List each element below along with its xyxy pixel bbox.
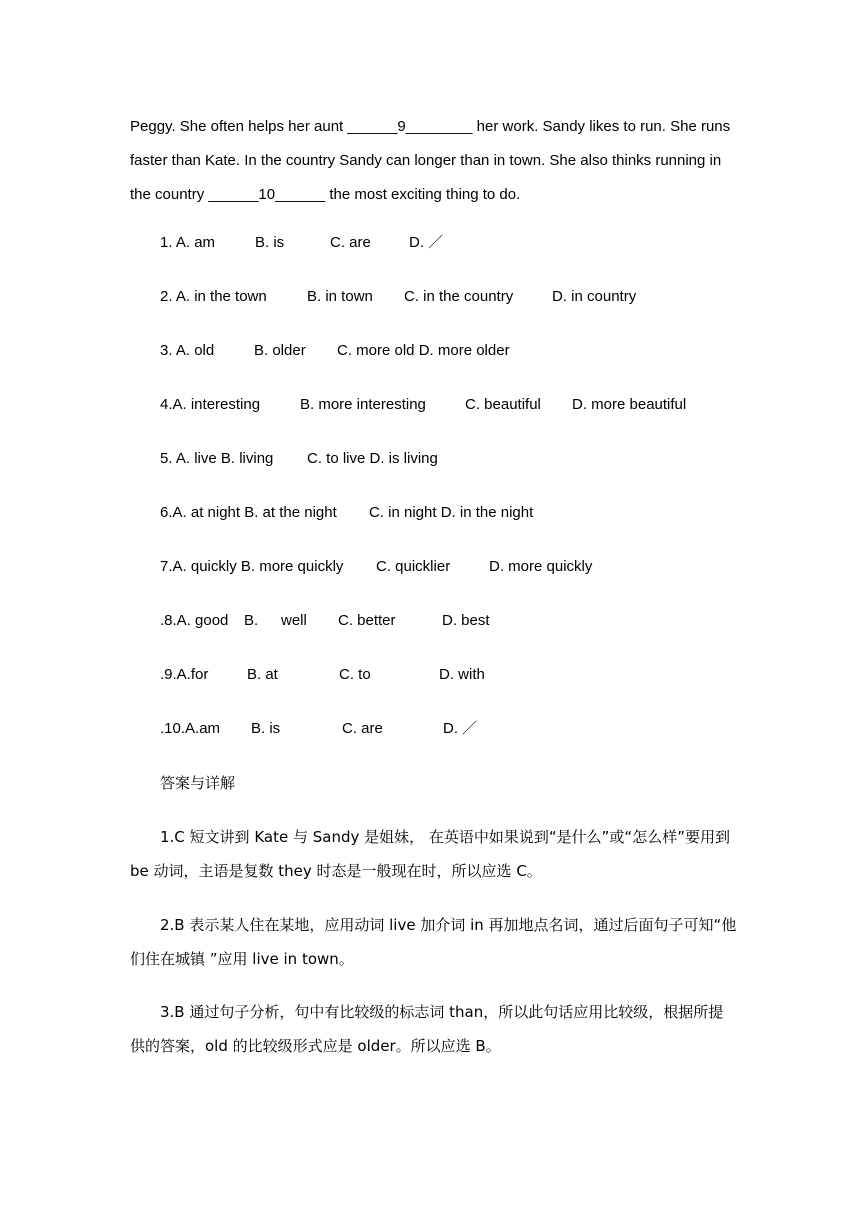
option-c: D. more quickly — [489, 558, 593, 575]
option-c: C. better — [338, 612, 396, 629]
passage-line: faster than Kate. In the country Sandy can longer than in town. She also thinks running in — [130, 152, 722, 169]
explanation-line: 1.C 短文讲到 Kate 与 Sandy 是姐妹， 在英语中如果说到“是什么”或“怎么样”要用到 — [160, 828, 730, 846]
option-b-word: well — [281, 612, 307, 629]
explanation-line: 2.B 表示某人住在某地，应用动词 live 加介词 in 再加地点名词，通过后面句子可知“他 — [160, 916, 737, 934]
question-3 — [160, 334, 760, 388]
explanation-2 — [130, 908, 735, 976]
passage-line: the country ______10______ the most exciting thing to do. — [130, 186, 521, 203]
question-10 — [160, 712, 760, 766]
question-8 — [160, 604, 760, 658]
option-c: C. to — [339, 666, 371, 683]
option-a: 5. A. live B. living — [160, 450, 274, 467]
passage-line: Peggy. She often helps her aunt ______9________ her work. Sandy likes to run. She runs — [130, 118, 731, 135]
option-a: 2. A. in the town — [160, 288, 267, 305]
option-a: .9.A.for — [160, 666, 209, 683]
option-d: D. with — [439, 666, 485, 683]
option-b: B. in town — [307, 288, 373, 305]
option-b: C. quicklier — [376, 558, 451, 575]
explanation-line: 供的答案，old 的比较级形式应是 older。所以应选 B。 — [130, 1037, 501, 1055]
question-6 — [160, 496, 760, 550]
option-d: D. more beautiful — [572, 396, 687, 413]
option-a: 1. A. am — [160, 234, 216, 251]
explanation-line: 们住在城镇 ”应用 live in town。 — [130, 950, 354, 968]
option-b: C. to live D. is living — [307, 450, 438, 467]
explanation-line: be 动词，主语是复数 they 时态是一般现在时，所以应选 C。 — [130, 862, 542, 880]
passage-text — [130, 110, 735, 212]
explanation-line: 3.B 通过句子分析，句中有比较级的标志词 than，所以此句话应用比较级，根据所提 — [160, 1003, 724, 1021]
option-c: C. in the country — [404, 288, 514, 305]
explanation-3 — [130, 995, 735, 1063]
answers-heading: 答案与详解 — [160, 774, 236, 792]
option-a: 6.A. at night B. at the night — [160, 504, 337, 521]
option-d: D. ／ — [443, 720, 478, 737]
option-a: 4.A. interesting — [160, 396, 261, 413]
option-c: C. beautiful — [465, 396, 541, 413]
question-options — [160, 226, 760, 766]
option-b: B. — [244, 612, 259, 629]
option-b: C. in night D. in the night — [369, 504, 534, 521]
question-2 — [160, 280, 760, 334]
option-a: 7.A. quickly B. more quickly — [160, 558, 344, 575]
question-9 — [160, 658, 760, 712]
option-b: B. at — [247, 666, 278, 683]
option-b: B. is — [255, 234, 285, 251]
question-7 — [160, 550, 760, 604]
option-c: C. are — [342, 720, 383, 737]
question-5 — [160, 442, 760, 496]
option-b: B. more interesting — [300, 396, 426, 413]
option-a: .10.A.am — [160, 720, 221, 737]
question-1 — [160, 226, 760, 280]
option-a: .8.A. good — [160, 612, 229, 629]
option-a: 3. A. old — [160, 342, 215, 359]
question-4 — [160, 388, 760, 442]
explanation-1 — [130, 820, 735, 888]
option-d: D. best — [442, 612, 490, 629]
option-d: D. ／ — [409, 234, 444, 251]
option-c: C. are — [330, 234, 371, 251]
option-b: B. is — [251, 720, 281, 737]
option-c: C. more old D. more older — [337, 342, 510, 359]
option-d: D. in country — [552, 288, 637, 305]
option-b: B. older — [254, 342, 306, 359]
